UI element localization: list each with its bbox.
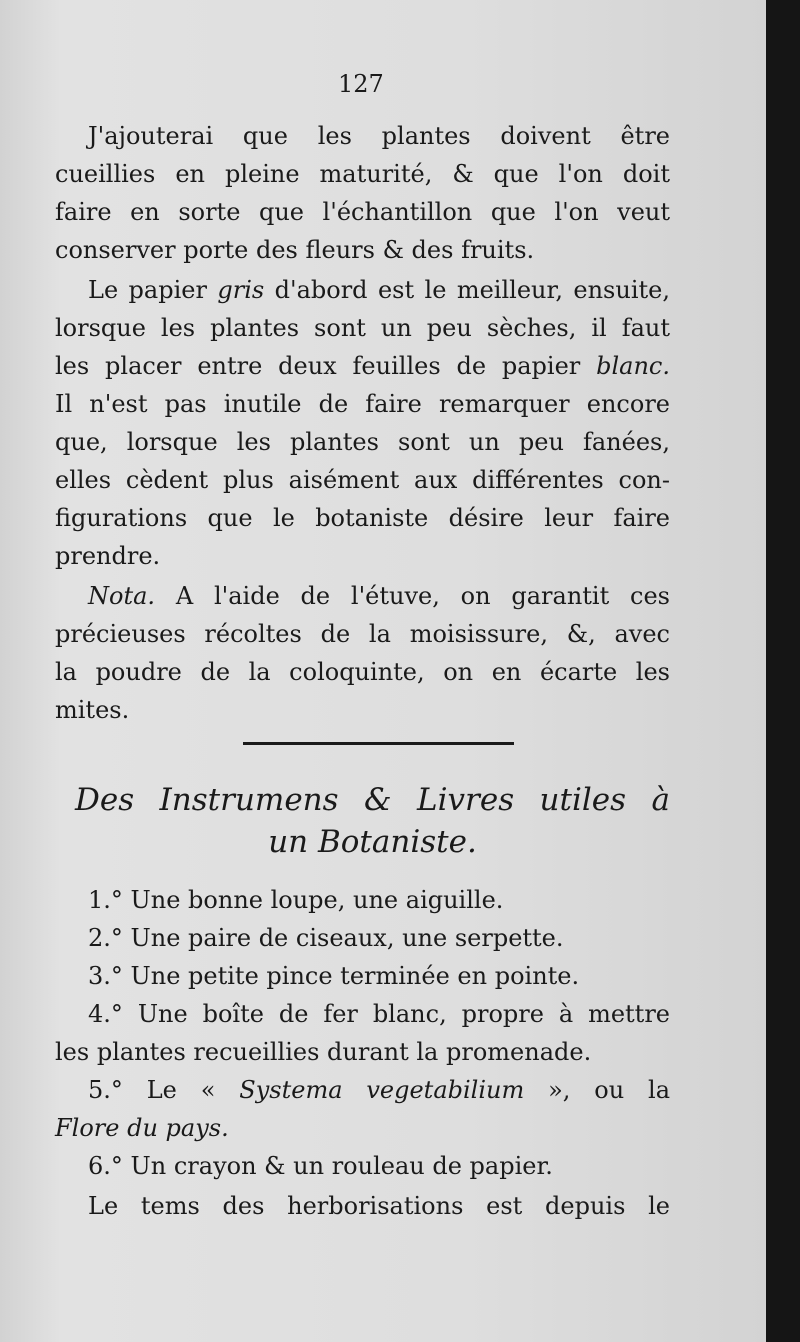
list-item-continued: Flore du pays. — [55, 1114, 229, 1142]
list-item: 6.° Un crayon & un rouleau de papier. — [88, 1152, 553, 1180]
page-number: 127 — [338, 70, 384, 98]
list-item-continued: les plantes recueillies durant la promenade. — [55, 1038, 592, 1066]
list-item: 4.° Une boîte de fer blanc, propre à mettre — [88, 1000, 670, 1028]
section-heading: Des Instrumens & Livres utiles à — [75, 782, 670, 818]
list-item: 3.° Une petite pince terminée en pointe. — [88, 962, 580, 990]
list-item: 2.° Une paire de ciseaux, une serpette. — [88, 924, 564, 952]
text-line: prendre. — [55, 542, 161, 570]
nota-label: Nota. — [88, 582, 156, 610]
section-divider — [243, 742, 514, 745]
text-line: les placer entre deux feuilles de papier blanc. — [55, 352, 670, 380]
nota-line: Nota. A l'aide de l'étuve, on garantit ces — [88, 582, 670, 610]
list-item: 1.° Une bonne loupe, une aiguille. — [88, 886, 504, 914]
text-line: précieuses récoltes de la moisissure, &, avec — [55, 620, 670, 648]
text-line: faire en sorte que l'échantillon que l'on veut — [55, 198, 670, 226]
text-line: conserver porte des fleurs & des fruits. — [55, 236, 535, 264]
scan-border — [766, 0, 800, 1342]
text-line: figurations que le botaniste désire leur faire — [55, 504, 670, 532]
text-line: cueillies en pleine maturité, & que l'on doit — [55, 160, 670, 188]
text-line: lorsque les plantes sont un peu sèches, il faut — [55, 314, 670, 342]
section-heading: un Botaniste. — [268, 824, 477, 860]
text-line: J'ajouterai que les plantes doivent être — [88, 122, 670, 150]
text-line: elles cèdent plus aisément aux différentes con- — [55, 466, 670, 494]
text-line: Le tems des herborisations est depuis le — [88, 1192, 670, 1220]
list-item: 5.° Le « Systema vegetabilium », ou la — [88, 1076, 671, 1104]
text-line: mites. — [55, 696, 130, 724]
text-line: Le papier gris d'abord est le meilleur, ensuite, — [88, 276, 670, 304]
text-line: la poudre de la coloquinte, on en écarte les — [55, 658, 670, 686]
text-line: que, lorsque les plantes sont un peu fanées, — [55, 428, 670, 456]
text-line: Il n'est pas inutile de faire remarquer encore — [55, 390, 670, 418]
